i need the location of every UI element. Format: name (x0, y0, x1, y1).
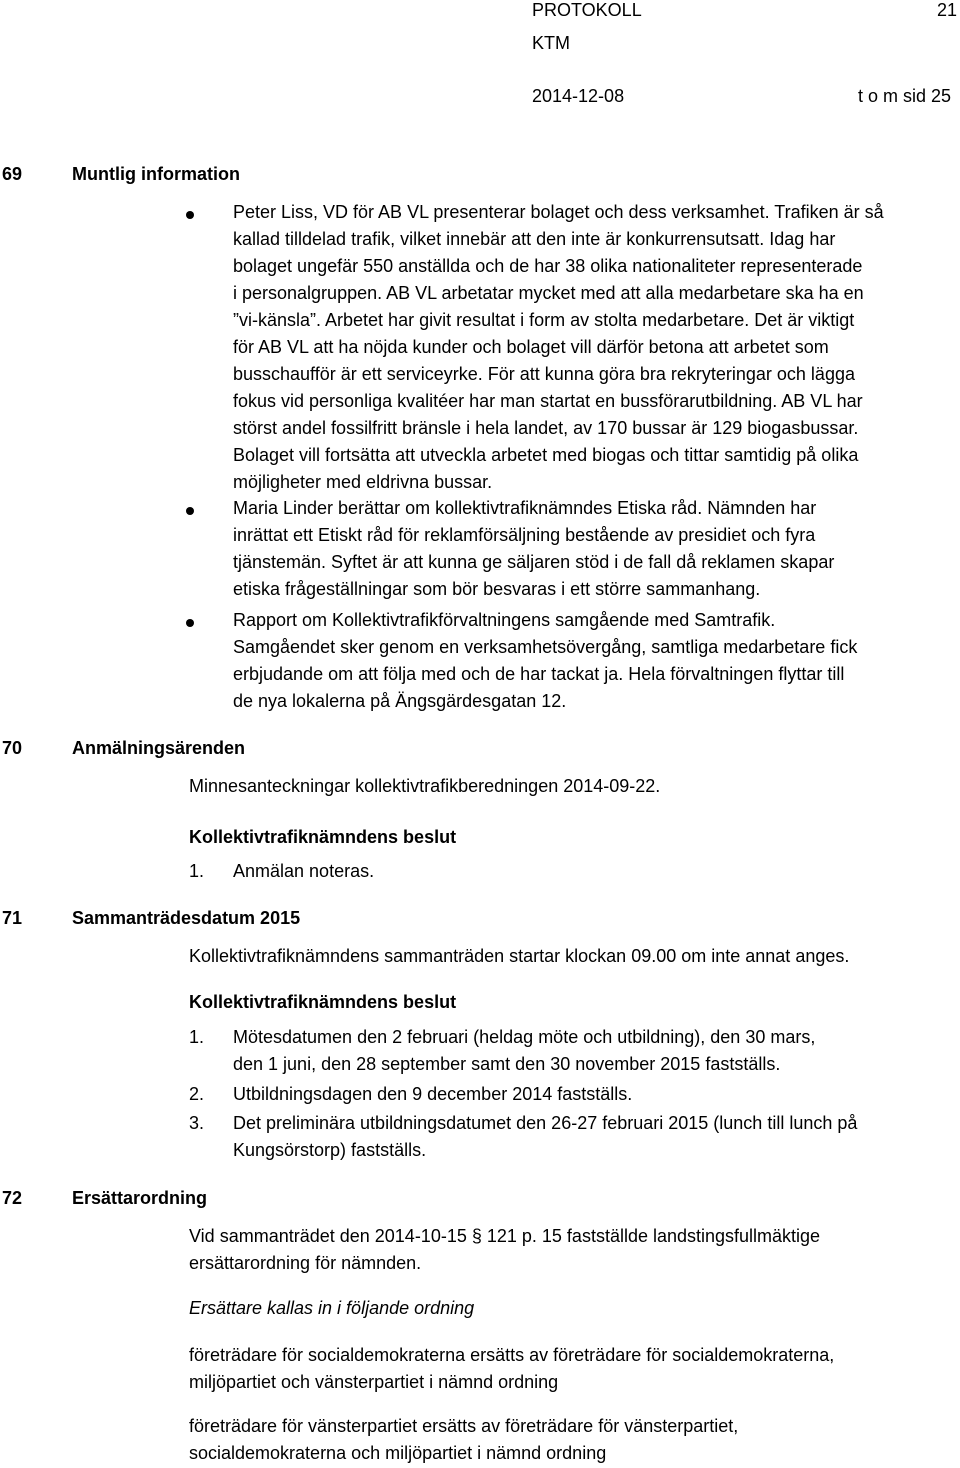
paragraph-line: kallad tilldelad trafik, vilket innebär att den inte är konkurrensutsatt. Idag har (233, 229, 836, 249)
paragraph-line: fokus vid personliga kvalitéer har man startat en bussförarutbildning. AB VL har (233, 391, 863, 411)
list-number: 1. (189, 861, 205, 881)
committee-abbrev: KTM (532, 33, 570, 53)
doc-type: PROTOKOLL (532, 0, 642, 20)
list-number: 3. (189, 1113, 205, 1133)
section-title: Anmälningsärenden (72, 738, 246, 758)
paragraph-line: miljöpartiet och vänsterpartiet i nämnd ordning (189, 1372, 559, 1392)
italic-heading: Ersättare kallas in i följande ordning (189, 1298, 475, 1318)
decision-heading: Kollektivtrafiknämndens beslut (189, 992, 457, 1012)
section-title: Ersättarordning (72, 1188, 208, 1208)
paragraph-line: Maria Linder berättar om kollektivtrafiknämndes Etiska råd. Nämnden har (233, 498, 817, 518)
paragraph-line: företrädare för socialdemokraterna ersätts av företrädare för socialdemokraterna, (189, 1345, 835, 1365)
bullet-icon (186, 619, 194, 627)
list-item-text: Mötesdatumen den 2 februari (heldag möte och utbildning), den 30 mars, (233, 1027, 816, 1047)
paragraph-line: Kollektivtrafiknämndens sammanträden startar klockan 09.00 om inte annat anges. (189, 946, 850, 966)
list-item-text: Det preliminära utbildningsdatumet den 26-27 februari 2015 (lunch till lunch på (233, 1113, 858, 1133)
bullet-icon (186, 211, 194, 219)
paragraph-line: företrädare för vänsterpartiet ersätts av företrädare för vänsterpartiet, (189, 1416, 739, 1436)
paragraph-line: etiska frågeställningar som bör besvaras i ett större sammanhang. (233, 579, 761, 599)
paragraph-line: i personalgruppen. AB VL arbetatar mycket med att alla medarbetare ska ha en (233, 283, 864, 303)
section-number: 72 (2, 1188, 23, 1208)
paragraph-line: ”vi-känsla”. Arbetet har givit resultat i form av stolta medarbetare. Det är viktigt (233, 310, 855, 330)
list-item-text: Anmälan noteras. (233, 861, 375, 881)
paragraph-line: socialdemokraterna och miljöpartiet i nämnd ordning (189, 1443, 607, 1463)
bullet-icon (186, 507, 194, 515)
list-item-text: Utbildningsdagen den 9 december 2014 fastställs. (233, 1084, 633, 1104)
section-number: 69 (2, 164, 23, 184)
paragraph-line: Bolaget vill fortsätta att utveckla arbetet med biogas och tittar samtidig på olika (233, 445, 859, 465)
decision-heading: Kollektivtrafiknämndens beslut (189, 827, 457, 847)
list-number: 1. (189, 1027, 205, 1047)
section-number: 70 (2, 738, 23, 758)
paragraph-line: bolaget ungefär 550 anställda och de har 38 olika nationaliteter representerade (233, 256, 863, 276)
paragraph-line: för AB VL att ha nöjda kunder och bolaget vill därför betona att arbetet som (233, 337, 829, 357)
paragraph-line: inrättat ett Etiskt råd för reklamförsäljning bestående av presidiet och fyra (233, 525, 816, 545)
paragraph-line: störst andel fossilfritt bränsle i hela landet, av 170 bussar är 129 biogasbussar. (233, 418, 859, 438)
paragraph-line: tjänstemän. Syftet är att kunna ge säljaren stöd i de fall då reklamen skapar (233, 552, 835, 572)
paragraph-line: möjligheter med eldrivna bussar. (233, 472, 493, 492)
section-number: 71 (2, 908, 23, 928)
section-title: Sammanträdesdatum 2015 (72, 908, 301, 928)
paragraph-line: Rapport om Kollektivtrafikförvaltningens samgående med Samtrafik. (233, 610, 776, 630)
paragraph-line: erbjudande om att följa med och de har tackat ja. Hela förvaltningen flyttar till (233, 664, 845, 684)
list-item-text: Kungsörstorp) fastställs. (233, 1140, 427, 1160)
paragraph-line: Samgåendet sker genom en verksamhetsövergång, samtliga medarbetare fick (233, 637, 858, 657)
list-item-text: den 1 juni, den 28 september samt den 30 november 2015 fastställs. (233, 1054, 781, 1074)
page-range: t o m sid 25 (858, 86, 952, 106)
paragraph-line: Minnesanteckningar kollektivtrafikberedningen 2014-09-22. (189, 776, 661, 796)
paragraph-line: ersättarordning för nämnden. (189, 1253, 422, 1273)
section-title: Muntlig information (72, 164, 240, 184)
meeting-date: 2014-12-08 (532, 86, 625, 106)
page-number: 21 (937, 0, 958, 20)
paragraph-line: Peter Liss, VD för AB VL presenterar bolaget och dess verksamhet. Trafiken är så (233, 202, 884, 222)
list-number: 2. (189, 1084, 205, 1104)
paragraph-line: Vid sammanträdet den 2014-10-15 § 121 p. 15 fastställde landstingsfullmäktige (189, 1226, 821, 1246)
paragraph-line: de nya lokalerna på Ängsgärdesgatan 12. (233, 691, 567, 711)
paragraph-line: busschaufför är ett serviceyrke. För att kunna göra bra rekryteringar och lägga (233, 364, 855, 384)
